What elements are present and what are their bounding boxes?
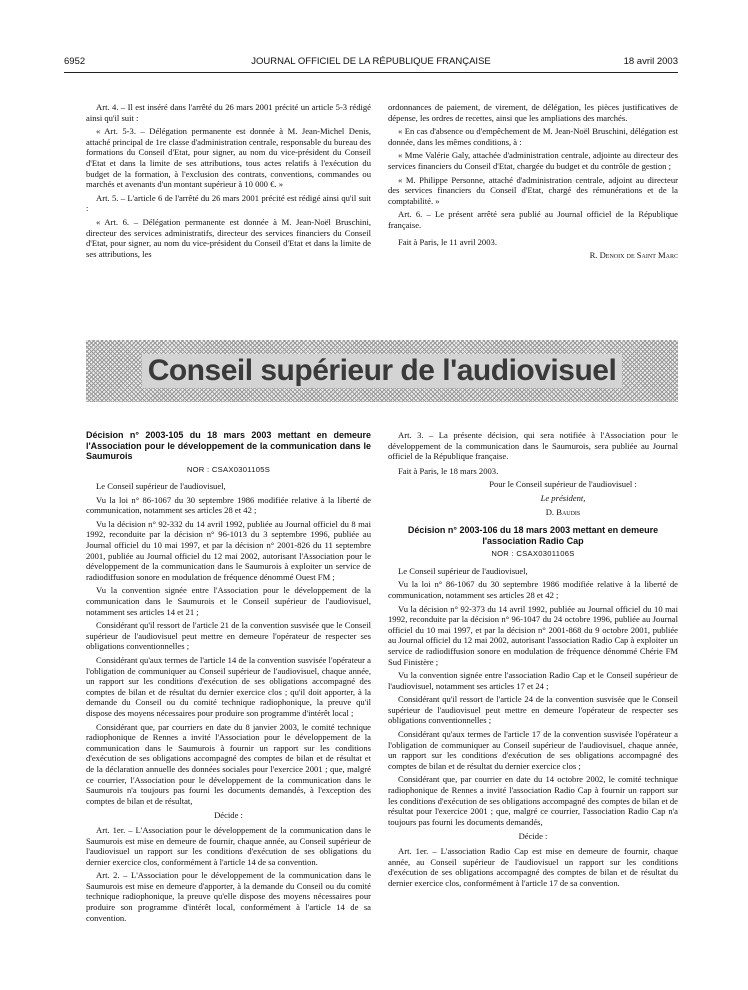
paragraph: Vu la loi n° 86-1067 du 30 septembre 1986 modifiée relative à la liberté de communication, notamment ses articles 28 et 42 ; (388, 579, 678, 600)
decide-heading: Décide : (214, 810, 243, 821)
paragraph: Vu la convention signée entre l'Association pour le développement de la communication dans le Saumurois et le Conseil supérieur de l'audiovisuel, notamment ses articles 14 et 21 ; (86, 585, 371, 617)
decision-title: Décision n° 2003-105 du 18 mars 2003 mettant en demeure l'Association pour le développement de la communication dans le Saumurois (86, 430, 371, 461)
paragraph: Art. 6. – Le présent arrêté sera publié au Journal officiel de la République française. (388, 209, 678, 230)
paragraph: « Mme Valérie Galy, attachée d'administration centrale, adjointe au directeur des services financiers du Conseil d'Etat, chargée du budget et du contrôle de gestion ; (388, 150, 678, 171)
journal-title: JOURNAL OFFICIEL DE LA RÉPUBLIQUE FRANÇAISE (251, 56, 491, 67)
paragraph: Considérant qu'aux termes de l'article 17 de la convention susvisée l'opérateur a l'obligation de communiquer au Conseil supérieur de l'audiovisuel, chaque année, un rapport sur les conditions d'exécution de ses obligations accompagné des comptes de bilan et de résultat du dernier exercice clos ; (388, 729, 678, 771)
paragraph: « Art. 5-3. – Délégation permanente est donnée à M. Jean-Michel Denis, attaché principal de 1re classe d'administration centrale, responsable du bureau des formations du Conseil d'Etat, pour signer, au nom du vice-président du Conseil d'Etat et dans la limite de ses attributions, tous actes relatifs à l'exécution du budget de la formation, à l'exclusion des contrats, conventions, commandes ou marchés et avenants d'un montant supérieur à 10 000 €. » (86, 126, 371, 190)
paragraph: « Art. 6. – Délégation permanente est donnée à M. Jean-Noël Bruschini, directeur des services administratifs, directeur des services financiers du Conseil d'Etat, pour signer, au nom du vice-président du Conseil d'Etat et dans la limite de ses attributions, les (86, 216, 371, 259)
paragraph: « M. Philippe Personne, attaché d'administration centrale, adjoint au directeur des services financiers du Conseil d'Etat, chargé des rémunérations et de la comptabilité. » (388, 174, 678, 206)
paragraph: Le Conseil supérieur de l'audiovisuel, (398, 565, 528, 576)
decision-1-column (86, 430, 371, 970)
article: Art. 1er. – L'association Radio Cap est mise en demeure de fournir, chaque année, au Conseil supérieur de l'audiovisuel un rapport sur les conditions d'exécution de ses obligations accompagné des comptes de bilan et de résultat du dernier exercice clos, conformément à l'article 17 de sa convention. (388, 846, 678, 888)
section-title: Conseil supérieur de l'audiovisuel (142, 354, 623, 388)
signature-role: Le président, (540, 492, 586, 503)
top-left-column (86, 102, 371, 282)
top-right-column (388, 102, 678, 282)
paragraph: ordonnances de paiement, de virement, de délégation, les pièces justificatives de dépense, les ordres de recettes, ainsi que les ampliations des marchés. (388, 102, 678, 123)
paragraph: Considérant que, par courriers en date du 8 janvier 2003, le comité technique radiophonique de Rennes a invité l'Association pour le développement de la communication dans le Saumurois à fournir un rapport sur les conditions d'exécution de ses obligations accompagné des comptes de bilan et de résultat et de la déclaration annuelle des données sociales pour l'exercice 2001 ; que, malgré ce courrier, l'Association pour le développement de la communication dans le Saumurois n'a toujours pas fourni les documents demandés, à l'exception des comptes de bilan et de résultat, (86, 721, 371, 806)
nor-reference: NOR : CSAX0301106S (491, 549, 575, 559)
page-header (64, 56, 678, 70)
article: Art. 3. – La présente décision, qui sera notifiée à l'Association pour le développement de la communication dans le Saumurois, sera publiée au Journal officiel de la République française. (388, 430, 678, 462)
section-banner (86, 340, 678, 402)
paragraph: Considérant qu'il ressort de l'article 24 de la convention susvisée que le Conseil supérieur de l'audiovisuel peut mettre en demeure l'opérateur de respecter ses obligations conventionnelles ; (388, 694, 678, 726)
paragraph: Considérant qu'aux termes de l'article 14 de la convention susvisée l'opérateur a l'obligation de communiquer au Conseil supérieur de l'audiovisuel, chaque année, un rapport sur les conditions d'exécution de ses obligations accompagné des comptes de bilan et de résultat du dernier exercice clos ; qu'il doit apporter, à la demande du Conseil ou du comité technique radiophonique, la preuve qu'il dispose des moyens nécessaires pour produire son programme d'intérêt local ; (86, 655, 371, 718)
place-date: Fait à Paris, le 18 mars 2003. (398, 465, 499, 476)
issue-date: 18 avril 2003 (623, 56, 678, 67)
article: Art. 1er. – L'Association pour le développement de la communication dans le Saumurois est mise en demeure de fournir, chaque année, au Conseil supérieur de l'audiovisuel un rapport sur les conditions d'exécution de ses obligations du dernier exercice clos, conformément à l'article 14 de sa convention. (86, 824, 371, 867)
decision-title: Décision n° 2003-106 du 18 mars 2003 mettant en demeure l'association Radio Cap (407, 525, 659, 546)
place-date: Fait à Paris, le 11 avril 2003. (398, 236, 497, 247)
nor-reference: NOR : CSAX0301105S (186, 464, 271, 474)
paragraph: Vu la loi n° 86-1067 du 30 septembre 1986 modifiée relative à la liberté de communication, notamment ses articles 28 et 42 ; (86, 494, 371, 516)
page-number: 6952 (64, 56, 86, 67)
paragraph: Considérant que, par courrier en date du 14 octobre 2002, le comité technique radiophonique de Rennes a invité l'association Radio Cap à fournir un rapport sur les conditions d'exécution de ses obligations accompagné des comptes de bilan et de résultat pour l'exercice 2001 ; que, malgré ce courrier, l'association Radio Cap n'a toujours pas fourni les documents demandés, (388, 774, 678, 827)
paragraph: Considérant qu'il ressort de l'article 21 de la convention susvisée que le Conseil supérieur de l'audiovisuel peut mettre en demeure l'opérateur de respecter ses obligations conventionnelles ; (86, 620, 371, 652)
paragraph: Le Conseil supérieur de l'audiovisuel, (96, 481, 226, 492)
paragraph: Vu la décision n° 92-373 du 14 avril 1992, publiée au Journal officiel du 10 mai 1992, reconduite par la décision n° 96-1047 du 24 octobre 1996, publiée au Journal officiel du 10 mai 1997, et par la décision n° 2001-868 du 9 octobre 2001, publiée au Journal officiel du 12 mai 2002, autorisant l'association Radio Cap à exploiter un service de radiodiffusion sonore en modulation de fréquence dénommé Chérie FM Sud Finistère ; (388, 603, 678, 667)
paragraph: Vu la convention signée entre l'association Radio Cap et le Conseil supérieur de l'audiovisuel, notamment ses articles 17 et 24 ; (388, 670, 678, 691)
paragraph: « En cas d'absence ou d'empêchement de M. Jean-Noël Bruschini, délégation est donnée, dans les mêmes conditions, à : (388, 126, 678, 147)
header-rule (64, 72, 678, 73)
article: Art. 2. – L'Association pour le développement de la communication dans le Saumurois est mise en demeure d'apporter, à la demande du Conseil ou du comité technique radiophonique, la preuve qu'elle dispose des moyens nécessaires pour produire son programme d'intérêt local, conformément à l'article 14 de sa convention. (86, 870, 371, 923)
signature: R. Denoix de Saint Marc (589, 250, 678, 261)
paragraph: Art. 5. – L'article 6 de l'arrêté du 26 mars 2001 précité est rédigé ainsi qu'il suit : (86, 192, 371, 214)
signature-name: D. Baudis (545, 506, 581, 517)
paragraph: Art. 4. – Il est inséré dans l'arrêté du 26 mars 2001 précité un article 5-3 rédigé ainsi qu'il suit : (86, 102, 371, 123)
decision-2-column (388, 430, 678, 970)
signature-line: Pour le Conseil supérieur de l'audiovisuel : (489, 479, 637, 490)
decide-heading: Décide : (518, 831, 548, 842)
paragraph: Vu la décision n° 92-332 du 14 avril 1992, publiée au Journal officiel du 8 mai 1992, reconduite par la décision n° 96-1013 du 3 septembre 1996, publiée au Journal officiel du 10 mai 1997, et par la décision n° 2001-826 du 11 septembre 2001, publiée au Journal officiel du 12 mai 2002, autorisant l'Association pour le développement de la communication dans le Saumurois à exploiter un service de radiodiffusion sonore en modulation de fréquence dénommé Ouest FM ; (86, 518, 371, 582)
